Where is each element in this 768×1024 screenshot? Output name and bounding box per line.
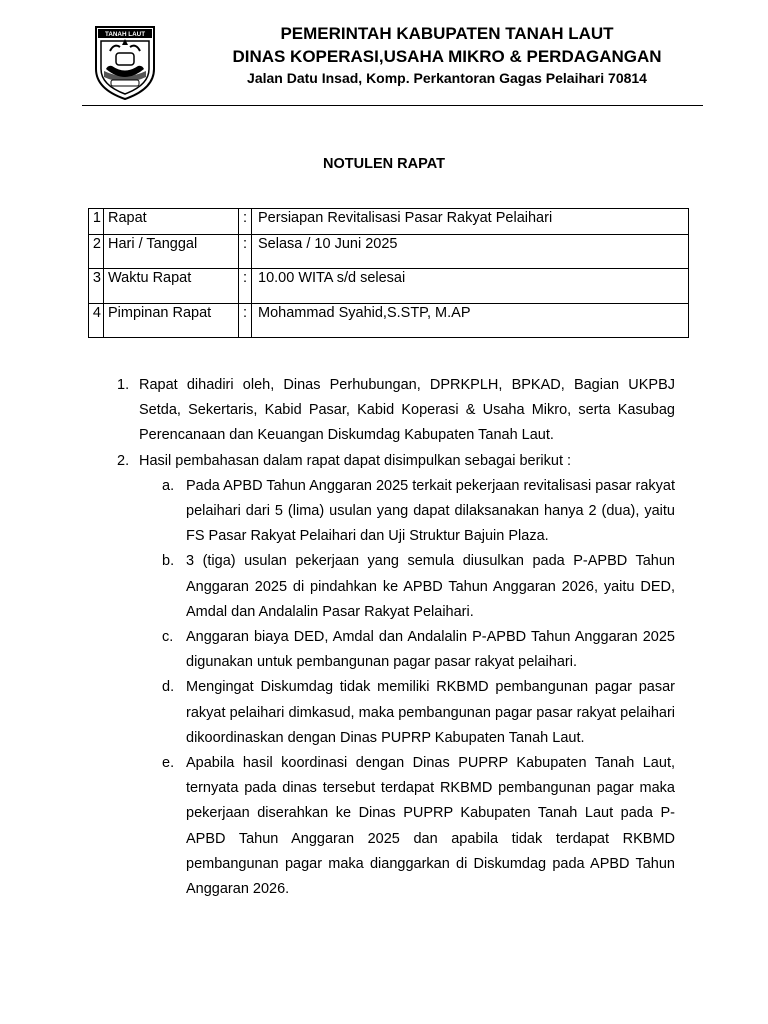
minutes-body — [0, 373, 768, 902]
list-item-text: Hasil pembahasan dalam rapat dapat disimpulkan sebagai berikut : — [139, 452, 572, 469]
row-number: 3 — [89, 269, 104, 304]
sub-list-item — [0, 474, 768, 550]
sub-list-marker: a. — [162, 477, 175, 494]
sub-list-item-text: Pada APBD Tahun Anggaran 2025 terkait pekerjaan revitalisasi pasar rakyat pelaihari dari 5 (lima) usulan yang dapat dilaksanakan hanya 2 (dua), yaitu FS Pasar Rakyat Pelaihari dan Uji Struktur Bajuin Plaza. — [186, 477, 676, 545]
list-item-text: Rapat dihadiri oleh, Dinas Perhubungan, DPRKPLH, BPKAD, Bagian UKPBJ Setda, Sekertaris, Kabid Pasar, Kabid Koperasi & Usaha Mikro, serta Kasubag Perencanaan dan Keuangan Diskumdag Kabupaten Tanah Laut. — [139, 377, 675, 444]
list-item — [0, 373, 768, 449]
row-label: Hari / Tanggal — [104, 235, 239, 269]
table-row — [89, 235, 689, 269]
row-separator: : — [239, 304, 252, 338]
sub-list-item-text: Mengingat Diskumdag tidak memiliki RKBMD pembangunan pagar pasar rakyat pelaihari dimkasud, maka pembangunan pagar pasar rakyat pelaihari dikoordinaskan dengan Dinas PUPRP Kabupaten Tanah Laut. — [186, 679, 675, 746]
row-value: Selasa / 10 Juni 2025 — [252, 235, 689, 269]
sub-list-item — [0, 675, 768, 751]
list-item — [0, 449, 768, 474]
row-label: Rapat — [104, 209, 239, 235]
sub-list-marker: e. — [162, 755, 175, 772]
row-value: Mohammad Syahid,S.STP, M.AP — [252, 304, 689, 338]
meeting-info-table — [88, 208, 689, 338]
row-value: 10.00 WITA s/d selesai — [252, 269, 689, 304]
agency-address: Jalan Datu Insad, Komp. Perkantoran Gagas Pelaihari 70814 — [247, 70, 647, 86]
agency-name: DINAS KOPERASI,USAHA MIKRO & PERDAGANGAN — [232, 47, 662, 66]
sub-list-marker: b. — [162, 553, 175, 570]
table-row — [89, 304, 689, 338]
row-value: Persiapan Revitalisasi Pasar Rakyat Pelaihari — [252, 209, 689, 235]
row-separator: : — [239, 269, 252, 304]
row-separator: : — [239, 235, 252, 269]
logo-text: TANAH LAUT — [104, 31, 146, 38]
sub-list-item — [0, 625, 768, 675]
government-name: PEMERINTAH KABUPATEN TANAH LAUT — [280, 24, 614, 43]
document-title: NOTULEN RAPAT — [323, 156, 445, 172]
sub-list-item-text: 3 (tiga) usulan pekerjaan yang semula diusulkan pada P-APBD Tahun Anggaran 2025 di pindahkan ke APBD Tahun Anggaran 2026, yaitu DED, Amdal dan Andalalin Pasar Rakyat Pelaihari. — [186, 553, 675, 620]
row-number: 2 — [89, 235, 104, 269]
list-marker: 2. — [117, 452, 130, 469]
row-label: Waktu Rapat — [104, 269, 239, 304]
sub-list-item — [0, 549, 768, 625]
letterhead-divider — [82, 105, 703, 106]
row-separator: : — [239, 209, 252, 235]
row-number: 4 — [89, 304, 104, 338]
sub-list-item-text: Anggaran biaya DED, Amdal dan Andalalin P-APBD Tahun Anggaran 2025 digunakan untuk pembangunan pagar pasar rakyat pelaihari. — [186, 629, 675, 671]
list-marker: 1. — [117, 377, 130, 393]
regency-emblem-logo — [94, 25, 156, 101]
sub-list-item-text: Apabila hasil koordinasi dengan Dinas PUPRP Kabupaten Tanah Laut, ternyata pada dinas tersebut terdapat RKBMD pembangunan pagar maka pekerjaan diserahkan ke Dinas PUPRP Kabupaten Tanah Laut pada P-APBD Tahun Anggaran 2025 dan apabila tidak terdapat RKBMD pembangunan pagar maka dianggarkan di Diskumdag pada APBD Tahun Anggaran 2026. — [186, 755, 675, 898]
letterhead — [190, 23, 704, 89]
sub-list-item — [0, 751, 768, 902]
sub-list-marker: d. — [162, 679, 175, 696]
table-row — [89, 269, 689, 304]
row-number: 1 — [89, 209, 104, 235]
row-label: Pimpinan Rapat — [104, 304, 239, 338]
table-row — [89, 209, 689, 235]
sub-list-marker: c. — [162, 629, 174, 646]
